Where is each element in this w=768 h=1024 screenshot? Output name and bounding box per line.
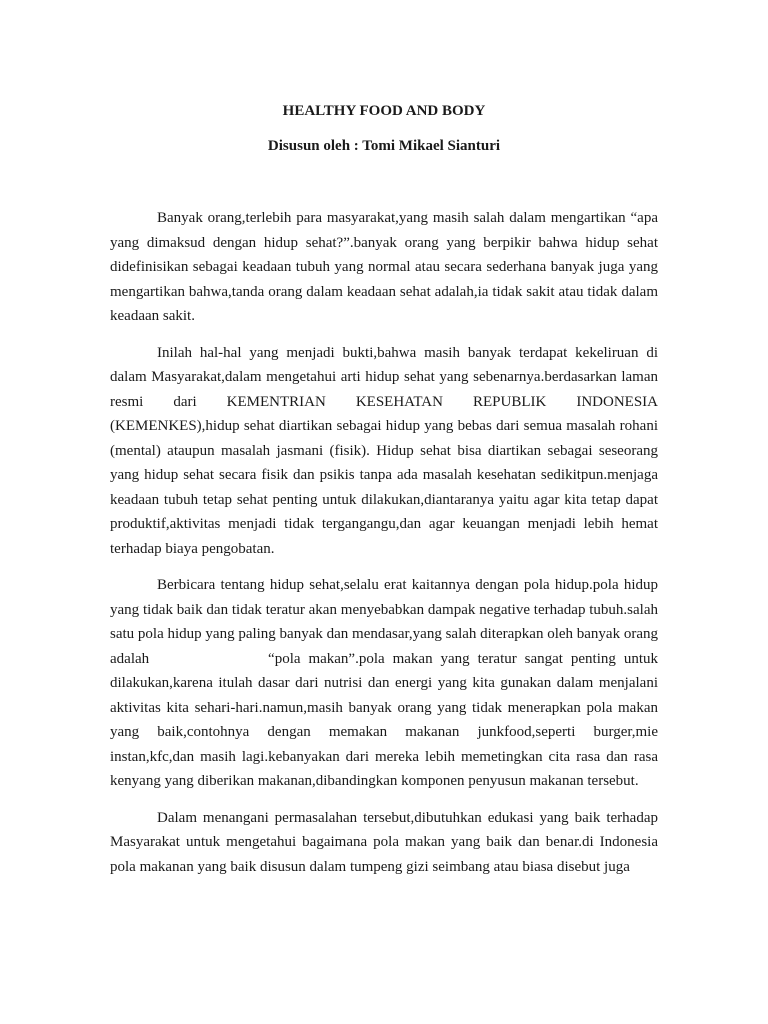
paragraph-2: Inilah hal-hal yang menjadi bukti,bahwa masih banyak terdapat kekeliruan di dalam Masyarakat,dalam mengetahui arti hidup sehat yang sebenarnya.berdasarkan laman resmi dari KEMENTRIAN KESEHATAN REPUBLIK INDONESIA (KEMENKES),hidup sehat diartikan sebagai hidup yang bebas dari semua masalah rohani (mental) ataupun masalah jasmani (fisik). Hidup sehat bisa diartikan sebagai seseorang yang hidup sehat secara fisik dan psikis tanpa ada masalah kesehatan sedikitpun.menjaga keadaan tubuh tetap sehat penting untuk dilakukan,diantaranya yaitu agar kita tetap dapat produktif,aktivitas menjadi tidak tergangangu,dan agar keuangan menjadi lebih hemat terhadap biaya pengobatan. bbox=[110, 344, 658, 557]
document-title: HEALTHY FOOD AND BODY bbox=[282, 103, 486, 119]
paragraph-3: Berbicara tentang hidup sehat,selalu erat kaitannya dengan pola hidup.pola hidup yang tidak baik dan tidak teratur akan menyebabkan dampak negative terhadap tubuh.salah satu pola hidup yang paling banyak dan mendasar,yang salah diterapkan oleh banyak orang adalah “pola makan”.pola makan yang teratur sangat penting untuk dilakukan,karena itulah dasar dari nutrisi dan energi yang kita gunakan dalam menjalani aktivitas kita sehari-hari.namun,masih banyak orang yang tidak menerapkan pola makan yang baik,contohnya dengan memakan makanan junkfood,seperti burger,mie instan,kfc,dan masih lagi.kebanyakan dari mereka lebih memetingkan cita rasa dan rasa kenyang yang diberikan makanan,dibandingkan komponen penyusun makanan tersebut. bbox=[110, 577, 658, 789]
paragraph-4: Dalam menangani permasalahan tersebut,dibutuhkan edukasi yang baik terhadap Masyarakat untuk mengetahui bagaimana pola makan yang baik dan benar.di Indonesia pola makanan yang baik disusun dalam tumpeng gizi seimbang atau biasa disebut juga bbox=[110, 809, 658, 875]
author-line: Disusun oleh : Tomi Mikael Sianturi bbox=[267, 138, 501, 154]
document-body bbox=[110, 206, 658, 891]
paragraph-1: Banyak orang,terlebih para masyarakat,yang masih salah dalam mengartikan “apa yang dimaksud dengan hidup sehat?”.banyak orang yang berpikir bahwa hidup sehat didefinisikan sebagai keadaan tubuh yang normal atau secara sederhana banyak juga yang mengartikan bahwa,tanda orang dalam keadaan sehat adalah,ia tidak sakit atau tidak dalam keadaan sakit. bbox=[110, 210, 658, 324]
